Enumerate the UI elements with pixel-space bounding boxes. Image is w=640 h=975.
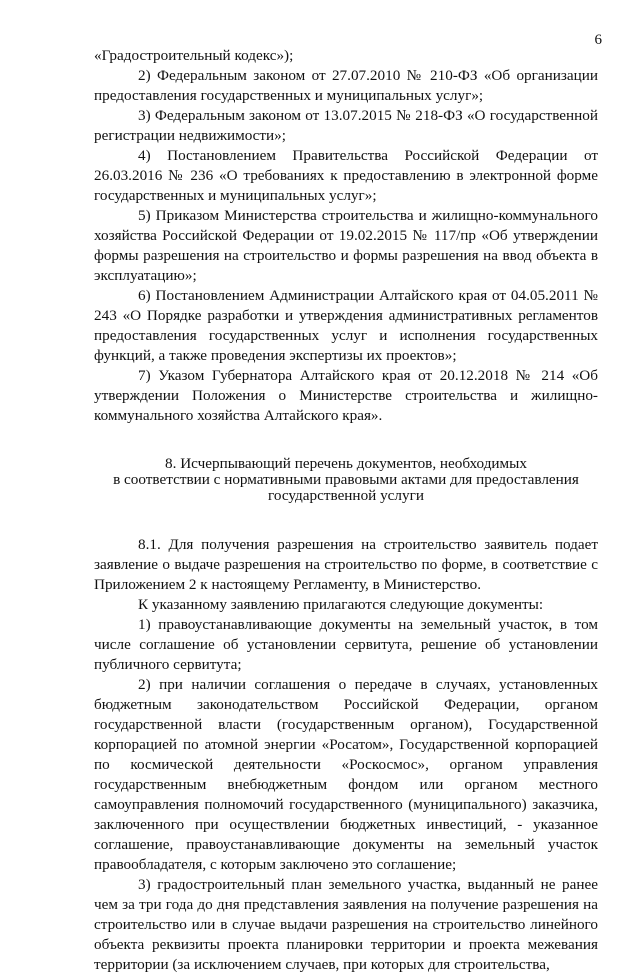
list-item-resolution-236: 4) Постановлением Правительства Российской Федерации от 26.03.2016 № 236 «О требованиях к предоставлению в электронной форме государственных и муниципальных услуг»; xyxy=(94,147,598,204)
section-heading-line: государственной услуги xyxy=(268,487,424,504)
list-item-order-117: 5) Приказом Министерства строительства и жилищно-коммунального хозяйства Российской Федерации от 19.02.2015 № 117/пр «Об утверждении формы разрешения на строительство и формы разрешения на ввод объекта в эксплуатацию»; xyxy=(94,207,598,284)
section-heading-line: 8. Исчерпывающий перечень документов, необходимых xyxy=(165,455,527,472)
documents-list xyxy=(94,535,598,975)
section-heading xyxy=(94,456,598,504)
list-item-law-210: 2) Федеральным законом от 27.07.2010 № 210-ФЗ «Об организации предоставления государственных и муниципальных услуг»; xyxy=(94,67,598,104)
list-item-law-218: 3) Федеральным законом от 13.07.2015 № 218-ФЗ «О государственной регистрации недвижимости»; xyxy=(94,107,598,144)
paragraph-legal-basis-continuation: «Градостроительный кодекс»); xyxy=(94,47,294,64)
page-number: 6 xyxy=(594,32,602,48)
section-heading-line: в соответствии с нормативными правовыми актами для предоставления xyxy=(113,471,579,488)
paragraph-8-1: 8.1. Для получения разрешения на строительство заявитель подает заявление о выдаче разрешения на строительство по форме, в соответствие с Приложением 2 к настоящему Регламенту, в Министерство. xyxy=(94,536,598,593)
legal-basis-list xyxy=(94,46,598,426)
list-item-transfer-agreement: 2) при наличии соглашения о передаче в случаях, установленных бюджетным законодательством Российской Федерации, органом государственной власти (государственным органом), Государственной корпорацией по атомной энергии «Росатом», Государственной корпорацией по космической деятельности «Роскосмос», органом управления государственным внебюджетным фондом или органом местного самоуправления полномочий государственного (муниципального) заказчика, заключенного при осуществлении бюджетных инвестиций, - указанное соглашение, правоустанавливающие документы на земельный участок правообладателя, с которым заключено это соглашение; xyxy=(94,676,598,873)
list-item-urban-plan: 3) градостроительный план земельного участка, выданный не ранее чем за три года до дня представления заявления на получение разрешения на строительство или в случае выдачи разрешения на строительство линейного объекта реквизиты проекта планировки территории и проекта межевания территории (за исключением случаев, при которых для строительства, xyxy=(94,876,598,973)
list-item-decree-214: 7) Указом Губернатора Алтайского края от 20.12.2018 № 214 «Об утверждении Положения о Министерстве строительства и жилищно-коммунального хозяйства Алтайского края». xyxy=(94,367,598,424)
paragraph-attachments-intro: К указанному заявлению прилагаются следующие документы: xyxy=(138,596,544,613)
list-item-resolution-243: 6) Постановлением Администрации Алтайского края от 04.05.2011 № 243 «О Порядке разработки и утверждения административных регламентов предоставления государственных услуг и исполнения государственных функций, а также проведения экспертизы их проектов»; xyxy=(94,287,598,364)
list-item-title-documents: 1) правоустанавливающие документы на земельный участок, в том числе соглашение об установлении сервитута, решение об установлении публичного сервитута; xyxy=(94,616,598,673)
